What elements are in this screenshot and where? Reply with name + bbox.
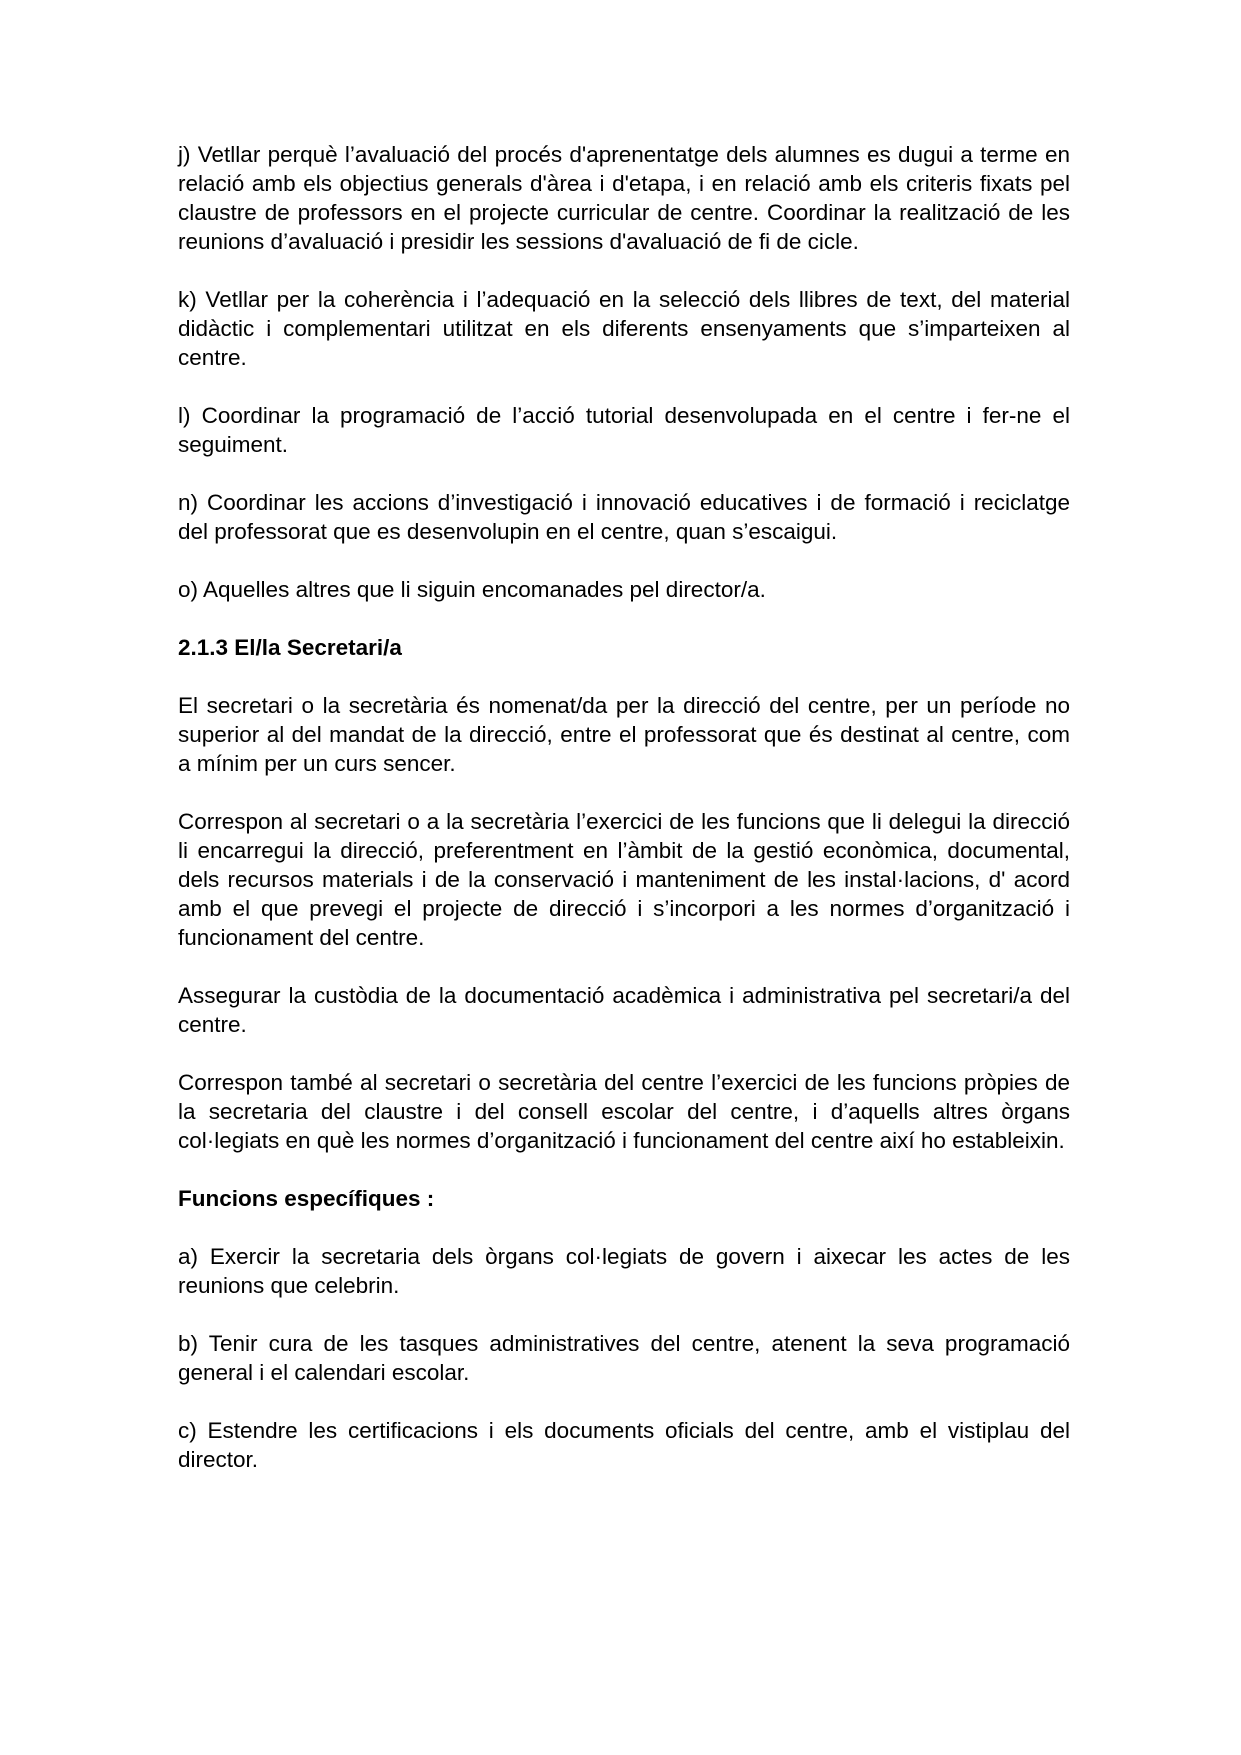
document-page — [178, 140, 1070, 1503]
item-b: b) Tenir cura de les tasques administratives del centre, atenent la seva programació general i el calendari escolar. — [178, 1331, 1070, 1385]
item-k: k) Vetllar per la coherència i l’adequació en la selecció dels llibres de text, del material didàctic i complementari utilitzat en els diferents ensenyaments que s’imparteixen al centre. — [178, 287, 1070, 370]
item-n: n) Coordinar les accions d’investigació i innovació educatives i de formació i reciclatge del professorat que es desenvolupin en el centre, quan s’escaigui. — [178, 490, 1070, 544]
para-secretaria-organs: Correspon també al secretari o secretària del centre l’exercici de les funcions pròpies de la secretaria del claustre i del consell escolar del centre, i d’aquells altres òrgans col·legiats en què les normes d’organització i funcionament del centre així ho estableixin. — [178, 1070, 1070, 1153]
item-c: c) Estendre les certificacions i els documents oficials del centre, amb el vistiplau del director. — [178, 1418, 1070, 1472]
item-a: a) Exercir la secretaria dels òrgans col·legiats de govern i aixecar les actes de les reunions que celebrin. — [178, 1244, 1070, 1298]
item-j: j) Vetllar perquè l’avaluació del procés d'aprenentatge dels alumnes es dugui a terme en relació amb els objectius generals d'àrea i d'etapa, i en relació amb els criteris fixats pel claustre de professors en el projecte curricular de centre. Coordinar la realització de les reunions d’avaluació i presidir les sessions d'avaluació de fi de cicle. — [178, 142, 1070, 254]
heading-funcions-especifiques: Funcions específiques : — [178, 1186, 435, 1211]
item-o: o) Aquelles altres que li siguin encomanades pel director/a. — [178, 577, 766, 602]
para-nomenament: El secretari o la secretària és nomenat/da per la direcció del centre, per un període no superior al del mandat de la direcció, entre el professorat que és destinat al centre, com a mínim per un curs sencer. — [178, 693, 1070, 776]
section-heading-secretari: 2.1.3 El/la Secretari/a — [178, 635, 402, 660]
para-custodia: Assegurar la custòdia de la documentació acadèmica i administrativa pel secretari/a del centre. — [178, 983, 1070, 1037]
item-l: l) Coordinar la programació de l’acció tutorial desenvolupada en el centre i fer-ne el seguiment. — [178, 403, 1070, 457]
para-funcions-delegades: Correspon al secretari o a la secretària l’exercici de les funcions que li delegui la direcció li encarregui la direcció, preferentment en l’àmbit de la gestió econòmica, documental, dels recursos materials i de la conservació i manteniment de les instal·lacions, d' acord amb el que prevegi el projecte de direcció i s’incorpori a les normes d’organització i funcionament del centre. — [178, 809, 1070, 950]
